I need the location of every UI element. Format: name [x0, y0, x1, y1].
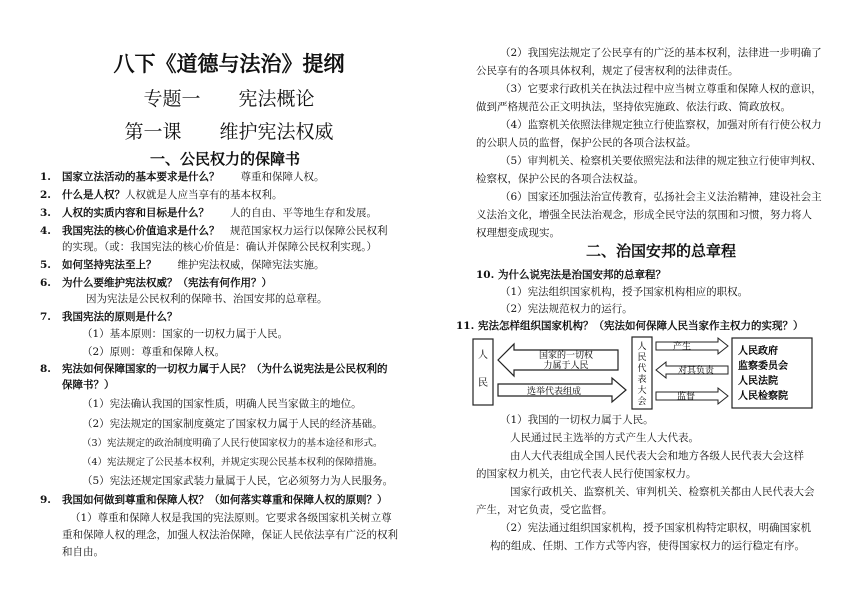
explain-2: 人民通过民主选举的方式产生人大代表。: [510, 432, 699, 444]
explain-4-line-2: 产生，对它负责，受它监督。: [476, 504, 613, 516]
para-4-line-1: （4）监察机关依照法律规定独立行使监察权，加强对所有行使公权力: [500, 119, 822, 131]
section-heading-1: 一、公民权力的保障书: [150, 150, 301, 168]
answer-8-2: （2）宪法规定的国家制度奠定了国家权力属于人民的经济基础。: [82, 418, 383, 430]
question-11: 11. 宪法怎样组织国家机构？（宪法如何保障人民当家作主权力的实现？）: [456, 320, 804, 332]
explain-1: （1）我国的一切权力属于人民。: [500, 414, 654, 426]
explain-3-line-1: 由人大代表组成全国人民代表大会和地方各级人民代表大会这样: [510, 450, 804, 462]
question-9: 9. 我国如何做到尊重和保障人权？（如何落实尊重和保障人权的原则？）: [40, 494, 388, 506]
document-title: 八下《道德与法治》提纲: [113, 51, 345, 76]
organ-government: 人民政府: [738, 346, 778, 357]
explain-3-line-2: 的国家权力机关，由它代表人民行使国家权力。: [476, 468, 697, 480]
produce-arrow: [656, 338, 728, 354]
responsible-label: 对其负责: [677, 366, 715, 376]
explain-5-line-1: （2）宪法通过组织国家机构，授予国家机构特定职权，明确国家机: [500, 522, 812, 534]
para-3-line-1: （3）它要求行政机关在执法过程中应当树立尊重和保障人权的意识，: [500, 83, 822, 95]
question-5: 5. 如何坚持宪法至上？ 维护宪法权威，保障宪法实施。: [40, 259, 325, 271]
people-label-2: 民: [478, 378, 488, 389]
congress-char-5: 大: [637, 386, 647, 396]
answer-7-2: （2）原则：尊重和保障人权。: [82, 346, 226, 358]
para-2-line-2: 公民享有的各项具体权利，规定了侵害权利的法律责任。: [476, 65, 739, 77]
para-6-line-1: （6）国家还加强法治宣传教育，弘扬社会主义法治精神，建设社会主: [500, 191, 822, 203]
para-6-line-3: 权理想变成现实。: [476, 227, 560, 239]
state-organ-diagram: [472, 336, 828, 412]
answer-8-4: （4）宪法规定了公民基本权利，并规定实现公民基本权利的保障措施。: [82, 457, 383, 468]
produce-label: 产生: [672, 342, 692, 352]
answer-8-1: （1）宪法确认我国的国家性质，明确人民当家做主的地位。: [82, 398, 362, 410]
organ-supervision: 监察委员会: [738, 361, 788, 372]
congress-char-4: 表: [637, 375, 647, 385]
answer-8-3: （3）宪法规定的政治制度明确了人民行使国家权力的基本途径和形式。: [82, 438, 383, 449]
para-4-line-2: 的公职人员的监督，保护公民的各项合法权益。: [476, 137, 697, 149]
answer-4-cont: 的实现。（或：我国宪法的核心价值是：确认并保障公民权利实现。）: [62, 241, 377, 253]
question-8-cont: 保障书？）: [62, 379, 115, 391]
question-6: 6. 为什么要维护宪法权威？（宪法有何作用？）: [40, 277, 272, 289]
arrow-top-line-1: 国家的一切权: [538, 351, 594, 361]
para-6-line-2: 义法治文化，增强全民法治观念，形成全民守法的氛围和习惯，努力将人: [476, 209, 812, 221]
para-3-line-2: 做到严格规范公正文明执法，坚持依宪施政、依法行政、简政放权。: [476, 101, 791, 113]
organ-court: 人民法院: [738, 376, 778, 387]
topic-heading: 专题一 宪法概论: [143, 88, 315, 110]
arrow-bottom-label: 选举代表组成: [526, 387, 582, 397]
explain-4-line-1: 国家行政机关、监察机关、审判机关、检察机关都由人民代表大会: [510, 486, 815, 498]
answer-9-3: 和自由。: [62, 546, 104, 558]
para-2-line-1: （2）我国宪法规定了公民享有的广泛的基本权利，法律进一步明确了: [500, 47, 822, 59]
question-2: 2. 什么是人权？人权就是人应当享有的基本权利。: [40, 189, 283, 201]
answer-9-1: （1）尊重和保障人权是我国的宪法原则。它要求各级国家机关树立尊: [70, 512, 392, 524]
explain-5-line-2: 构的组成、任期、工作方式等内容，使得国家权力的运行稳定有序。: [490, 540, 805, 552]
answer-6: 因为宪法是公民权利的保障书、治国安邦的总章程。: [86, 293, 328, 305]
question-3: 3. 人权的实质内容和目标是什么？ 人的自由、平等地生存和发展。: [40, 207, 377, 219]
question-10: 10. 为什么说宪法是治国安邦的总章程？: [476, 269, 666, 281]
para-5-line-2: 检察权，保护公民的各项合法权益。: [476, 173, 644, 185]
section-heading-2: 二、治国安邦的总章程: [586, 242, 737, 260]
answer-7-1: （1）基本原则：国家的一切权力属于人民。: [82, 328, 289, 340]
congress-char-1: 人: [637, 342, 647, 352]
answer-8-5: （5）宪法还规定国家武装力量属于人民，它必须努力为人民服务。: [82, 475, 394, 487]
supervise-label: 监督: [676, 392, 696, 402]
answer-10-2: （2）宪法规范权力的运行。: [500, 303, 633, 315]
para-5-line-1: （5）审判机关、检察机关要依照宪法和法律的规定独立行使审判权、: [500, 155, 822, 167]
question-1: 1. 国家立法活动的基本要求是什么？ 尊重和保障人权。: [40, 171, 325, 183]
answer-9-2: 重和保障人权的理念，加强人权法治保障，保证人民依法享有广泛的权利: [62, 529, 398, 541]
arrow-top-line-2: 力属于人民: [543, 361, 589, 371]
people-label-1: 人: [478, 350, 488, 361]
people-box: [473, 339, 493, 405]
question-4: 4. 我国宪法的核心价值追求是什么？ 规范国家权力运行以保障公民权利: [40, 225, 388, 237]
congress-char-6: 会: [637, 397, 647, 407]
answer-10-1: （1）宪法组织国家机构，授予国家机构相应的职权。: [500, 286, 749, 298]
organ-procuratorate: 人民检察院: [738, 391, 788, 402]
question-7: 7. 我国宪法的原则是什么？: [40, 311, 178, 323]
congress-char-3: 代: [637, 364, 647, 374]
congress-char-2: 民: [637, 353, 647, 363]
question-8: 8. 宪法如何保障国家的一切权力属于人民？（为什么说宪法是公民权利的: [40, 363, 388, 375]
lesson-heading: 第一课 维护宪法权威: [124, 121, 334, 143]
